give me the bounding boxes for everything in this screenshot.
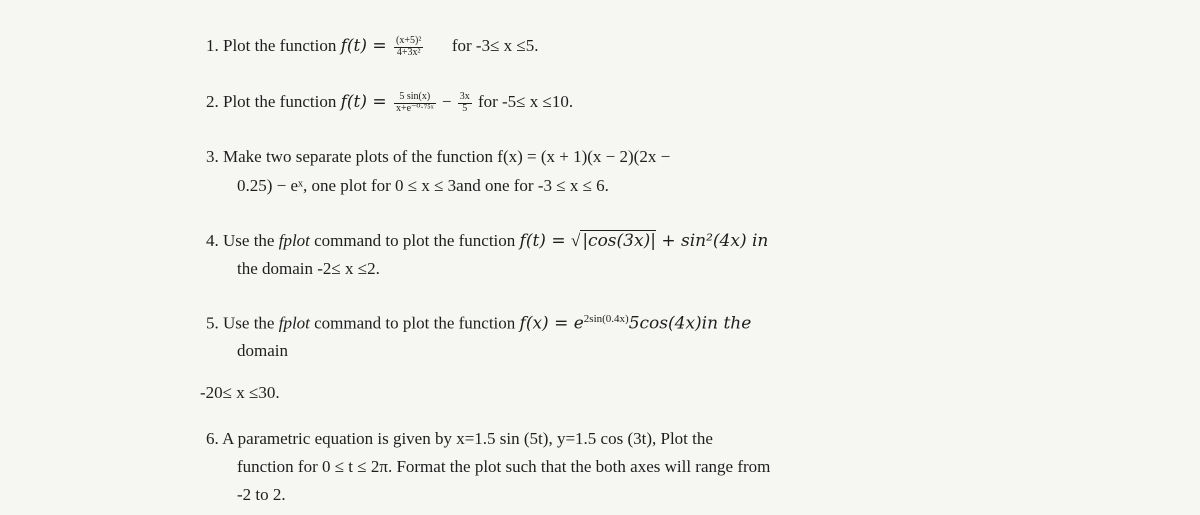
problem-text: A parametric equation is given by x=1.5 sin (5t), y=1.5 cos (3t), Plot the (222, 429, 713, 448)
problem-text: Make two separate plots of the function f(x) = (x + 1)(x − 2)(2x − (223, 147, 671, 166)
problem-number: 5. (206, 313, 219, 333)
problem-text: 0.25) − eˣ, one plot for 0 ≤ x ≤ 3and one for -3 ≤ x ≤ 6. (237, 176, 609, 195)
problem-6-cont (237, 458, 770, 475)
domain-text: -20≤ x ≤30. (200, 383, 280, 402)
fraction-numerator: 3x (459, 91, 470, 102)
problem-text: Use the (223, 313, 279, 333)
domain-line (200, 384, 280, 401)
exponent: 2sin(0.4x) (583, 313, 629, 325)
fraction (458, 92, 472, 114)
function-expression: f(t) = (340, 91, 393, 112)
problem-text: domain (237, 341, 288, 360)
fplot-command: fplot (278, 313, 310, 333)
problem-4 (206, 232, 768, 250)
problem-1 (206, 36, 539, 58)
problem-6 (206, 430, 713, 447)
minus-sign: − (441, 91, 452, 111)
fraction-numerator: (x+5)² (396, 35, 422, 46)
problem-3-cont (237, 177, 609, 194)
fplot-command: fplot (278, 231, 310, 250)
problem-5-cont (237, 342, 288, 359)
fraction (394, 92, 436, 114)
problem-number: 1. (206, 35, 219, 55)
problem-text: the domain -2≤ x ≤2. (237, 259, 380, 278)
fraction-denominator: x+e⁻⁰·⁷⁵ˣ (396, 102, 434, 114)
fraction-denominator: 4+3x² (396, 46, 421, 58)
fraction-denominator: 5 (462, 102, 468, 114)
problem-text: function for 0 ≤ t ≤ 2π. Format the plot such that the both axes will range from (237, 457, 771, 476)
problem-text: Plot the function (223, 35, 341, 55)
function-expression: f(t) = (519, 231, 571, 251)
function-expression: f(t) = (340, 35, 393, 56)
problem-number: 6. (206, 429, 219, 448)
domain-text: for -5≤ x ≤10. (477, 91, 574, 111)
function-expression: 5cos(4x)in the (628, 313, 752, 334)
problem-text: Plot the function (223, 91, 341, 111)
sqrt-icon: √ (570, 231, 581, 250)
fraction-numerator: 5 sin(x) (394, 92, 436, 104)
domain-text: for -3≤ x ≤5. (451, 35, 539, 55)
fraction (394, 36, 423, 58)
sqrt-argument: |cos(3x)| (582, 231, 656, 251)
problem-number: 3. (206, 147, 219, 166)
problem-text: -2 to 2. (237, 485, 286, 504)
problem-3 (206, 148, 670, 165)
function-expression: f(x) = e (519, 313, 584, 334)
problem-6-cont (237, 486, 286, 503)
problem-5 (206, 314, 751, 333)
problem-4-cont (237, 260, 380, 277)
problem-2 (206, 92, 573, 114)
problem-text: command to plot the function (309, 231, 520, 250)
problem-text: Use the (223, 231, 279, 250)
function-expression: + sin²(4x) in (655, 231, 769, 251)
problem-number: 2. (206, 91, 219, 111)
problem-number: 4. (206, 231, 219, 250)
problem-text: command to plot the function (309, 313, 520, 333)
